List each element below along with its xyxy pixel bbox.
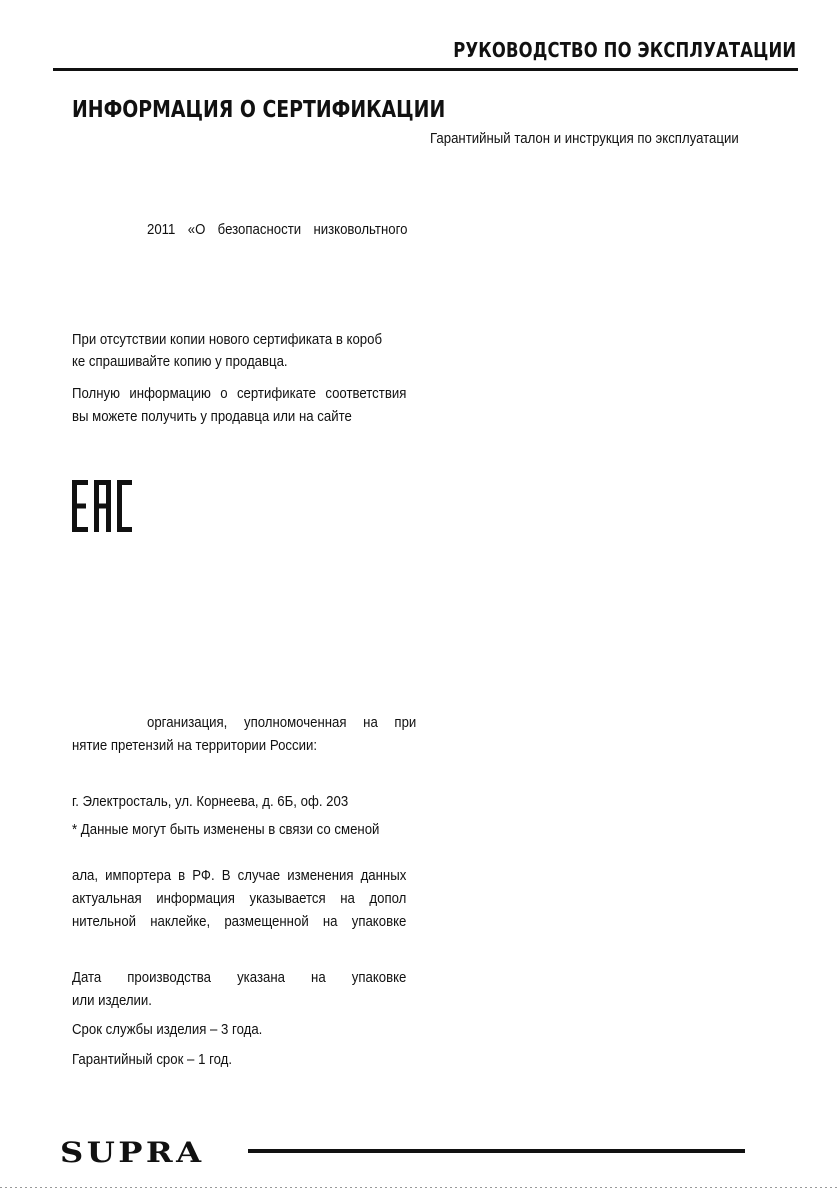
date-line-1: Дата производства указана на упаковке xyxy=(72,969,407,986)
note-line-3: актуальная информация указывается на допол xyxy=(72,890,407,907)
warranty-period: Гарантийный срок – 1 год. xyxy=(72,1051,233,1068)
brand-logo: SUPRA xyxy=(60,1136,205,1169)
page-header-title: РУКОВОДСТВО ПО ЭКСПЛУАТАЦИИ xyxy=(453,38,796,62)
section-title: ИНФОРМАЦИЯ О СЕРТИФИКАЦИИ xyxy=(72,97,446,123)
address-line: г. Электросталь, ул. Корнеева, д. 6Б, оф. 203 xyxy=(72,793,349,810)
org-line-1: организация, уполномоченная на при xyxy=(147,714,417,731)
regulation-line: 2011 «О безопасности низковольтного xyxy=(147,221,408,238)
copy-line-1: При отсутствии копии нового сертификата в короб xyxy=(72,331,383,348)
note-line-4: нительной наклейке, размещенной на упаковке xyxy=(72,913,407,930)
org-line-2: нятие претензий на территории России: xyxy=(72,737,318,754)
note-line-1: * Данные могут быть изменены в связи со сменой xyxy=(72,821,380,838)
info-line-1: Полную информацию о сертификате соответствия xyxy=(72,385,407,402)
note-line-2: ала, импортера в РФ. В случае изменения данных xyxy=(72,867,407,884)
header-rule xyxy=(53,68,798,71)
copy-line-2: ке спрашивайте копию у продавца. xyxy=(72,353,288,370)
footer-rule xyxy=(248,1149,745,1153)
right-column-line: Гарантийный талон и инструкция по эксплуатации xyxy=(430,130,739,147)
bottom-dotted-border xyxy=(0,1187,840,1188)
info-line-2: вы можете получить у продавца или на сайте xyxy=(72,408,352,425)
date-line-2: или изделии. xyxy=(72,992,152,1009)
service-life: Срок службы изделия – 3 года. xyxy=(72,1021,263,1038)
eac-icon xyxy=(72,480,132,532)
